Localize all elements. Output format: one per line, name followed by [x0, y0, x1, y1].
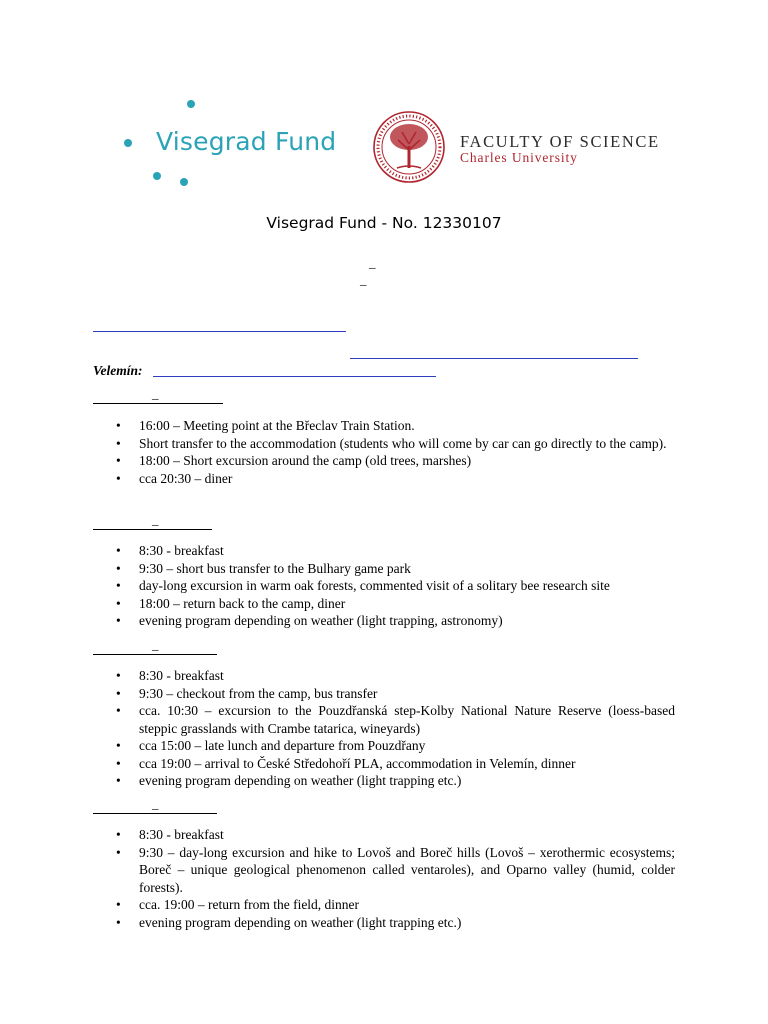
list-item: • Short transfer to the accommodation (students who will come by car can go directly to the camp). — [93, 435, 675, 453]
visegrad-fund-logo-text: Visegrad Fund — [156, 127, 337, 156]
list-item: • 8:30 - breakfast — [93, 542, 675, 560]
list-item: • cca. 19:00 – return from the field, dinner — [93, 896, 675, 914]
list-item: • 9:30 – day-long excursion and hike to Lovoš and Boreč hills (Lovoš – xerothermic ecosystems; Boreč – unique geological phenomenon called ventaroles), and Oparno valley (humid, colder forests). — [93, 844, 675, 897]
list-item: • cca 20:30 – diner — [93, 470, 675, 488]
list-item: • cca. 10:30 – excursion to the Pouzdřanská step-Kolby National Nature Reserve (loess-based steppic grasslands with Crambe tatarica, wineyards) — [93, 702, 675, 737]
list-item: • evening program depending on weather (light trapping, astronomy) — [93, 612, 675, 630]
list-item: • cca 15:00 – late lunch and departure from Pouzdřany — [93, 737, 675, 755]
list-item: • 9:30 – checkout from the camp, bus transfer — [93, 685, 675, 703]
day-heading-underline — [93, 654, 217, 655]
day-heading-underline — [93, 529, 212, 530]
day-3-schedule-list — [93, 667, 675, 790]
header-dash: _ — [360, 272, 367, 287]
list-item: • 8:30 - breakfast — [93, 826, 675, 844]
logo-dot — [187, 100, 195, 108]
header-dash: _ — [369, 255, 376, 270]
day-1-schedule-list — [93, 417, 675, 487]
charles-university-seal-icon — [372, 110, 446, 184]
faculty-of-science-logo — [372, 110, 662, 186]
list-item: • evening program depending on weather (light trapping etc.) — [93, 914, 675, 932]
day-2-schedule-list — [93, 542, 675, 630]
list-item: • 8:30 - breakfast — [93, 667, 675, 685]
list-item: • cca 19:00 – arrival to České Středohoří PLA, accommodation in Velemín, dinner — [93, 755, 675, 773]
list-item: • 9:30 – short bus transfer to the Bulhary game park — [93, 560, 675, 578]
underlined-link[interactable] — [153, 376, 436, 377]
logo-dot — [124, 139, 132, 147]
day-4-schedule-list — [93, 826, 675, 931]
day-heading-dash: _ — [152, 512, 159, 527]
day-heading-underline — [93, 403, 223, 404]
underlined-link[interactable] — [350, 358, 638, 359]
day-heading-dash: _ — [152, 386, 159, 401]
logo-dot — [180, 178, 188, 186]
day-heading-dash: _ — [152, 796, 159, 811]
underlined-link[interactable] — [93, 331, 346, 332]
list-item: • evening program depending on weather (light trapping etc.) — [93, 772, 675, 790]
document-title: Visegrad Fund - No. 12330107 — [266, 214, 502, 232]
faculty-subtitle: Charles University — [460, 150, 578, 165]
visegrad-fund-logo — [120, 95, 350, 190]
faculty-title: FACULTY OF SCIENCE — [460, 132, 660, 151]
day-heading-dash: _ — [152, 637, 159, 652]
list-item: • day-long excursion in warm oak forests, commented visit of a solitary bee research site — [93, 577, 675, 595]
velemin-label: Velemín: — [93, 363, 143, 378]
list-item: • 18:00 – return back to the camp, diner — [93, 595, 675, 613]
list-item: • 16:00 – Meeting point at the Břeclav Train Station. — [93, 417, 675, 435]
list-item: • 18:00 – Short excursion around the camp (old trees, marshes) — [93, 452, 675, 470]
logo-dot — [153, 172, 161, 180]
day-heading-underline — [93, 813, 217, 814]
